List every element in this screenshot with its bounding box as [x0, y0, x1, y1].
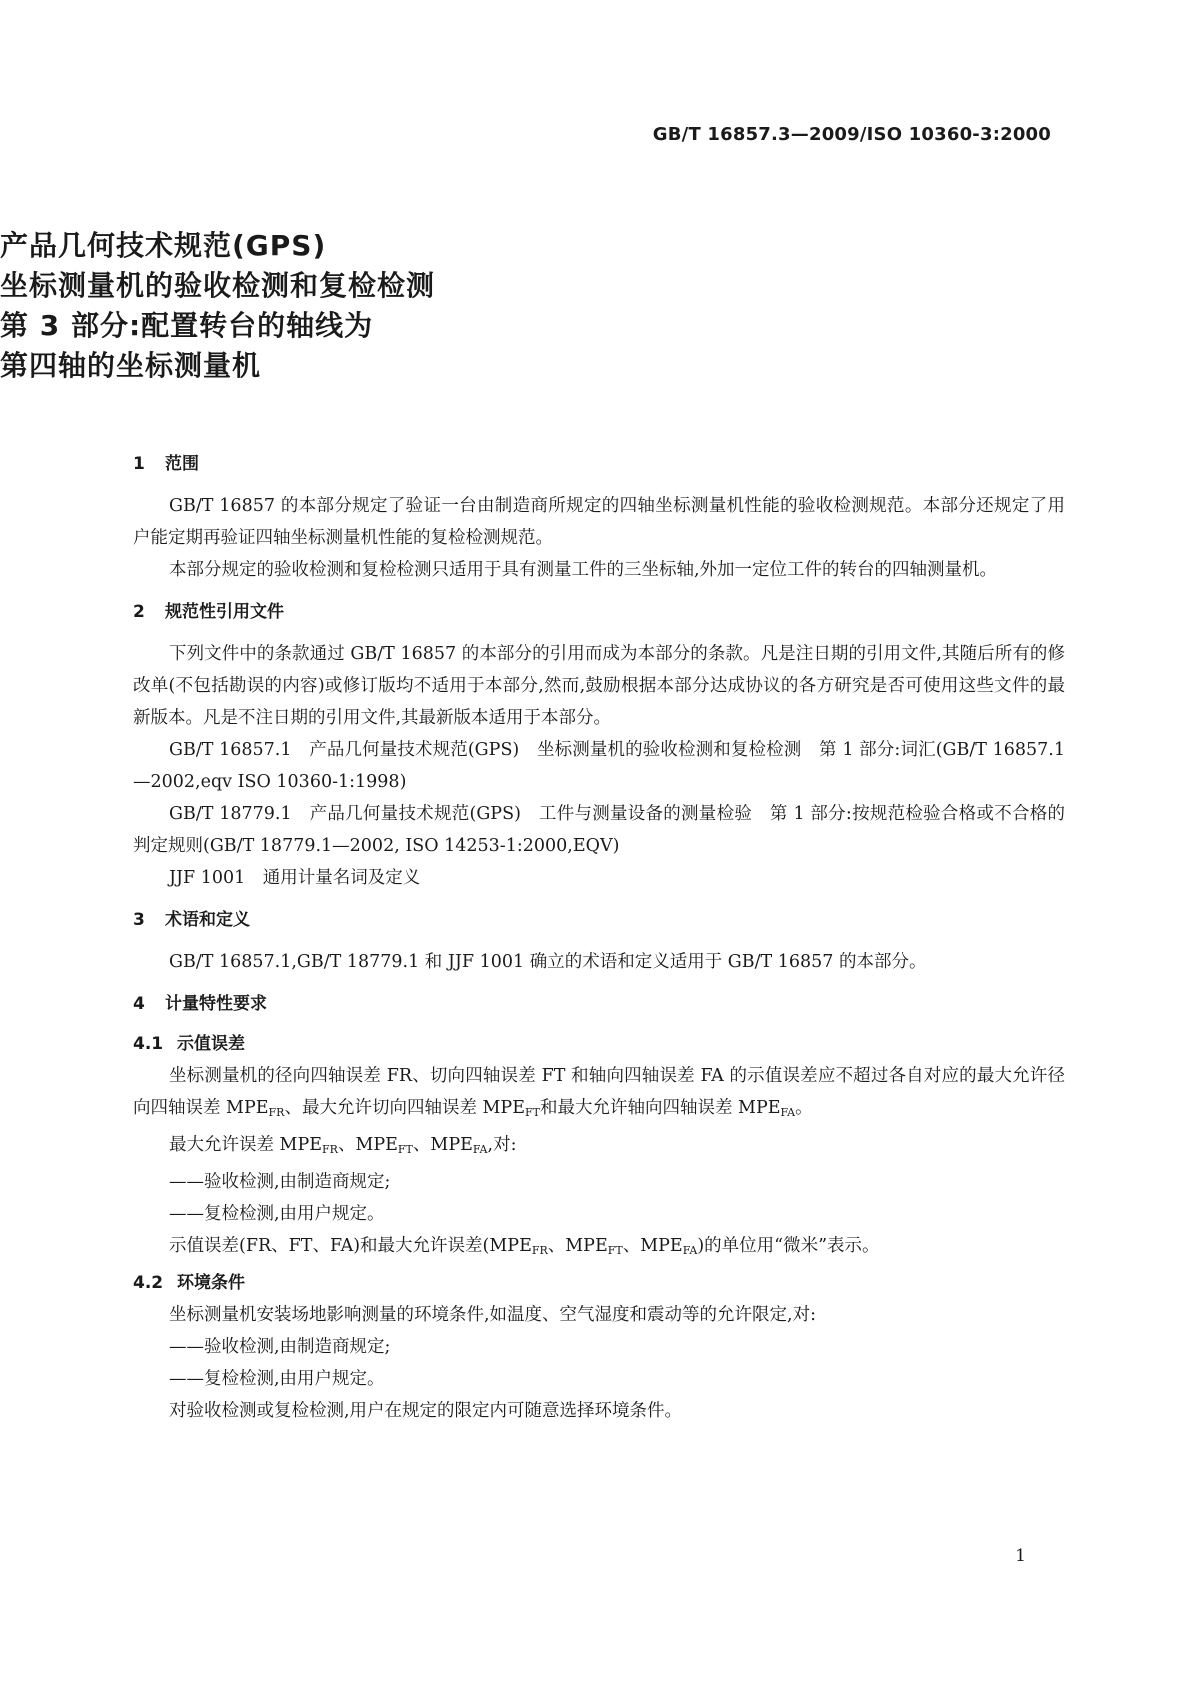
- section-number: 4: [133, 994, 145, 1014]
- section-number: 3: [133, 910, 145, 930]
- paragraph: 最大允许误差 $MPE_{FR}$、$MPE_{FT}$、$MPE_{FA}$,对:: [169, 1135, 517, 1156]
- standard-code: GB/T 16857.3—2009/ISO 10360-3:2000: [652, 124, 1051, 145]
- section-heading-terms: [133, 904, 1065, 936]
- title-line-3: 第 3 部分:配置转台的轴线为: [0, 309, 374, 342]
- document-title: [0, 226, 1191, 386]
- paragraph: 坐标测量机的径向四轴误差 FR、切向四轴误差 FT 和轴向四轴误差 FA 的示值误差应不超过各自对应的最大允许径向四轴误差 $MPE_{FR}$、最大允许切向四轴误差 $MPE_{FT}$和最大允许轴向四轴误差 $MPE_{FA}$。: [133, 1066, 1065, 1119]
- subsection-heading-environmental-conditions: [133, 1267, 1065, 1299]
- document-body: [133, 448, 1065, 1427]
- list-item: ——验收检测,由制造商规定;: [169, 1172, 391, 1192]
- page-number: 1: [1015, 1546, 1026, 1566]
- reference-item: GB/T 16857.1 产品几何量技术规范(GPS) 坐标测量机的验收检测和复检检测 第 1 部分:词汇(GB/T 16857.1—2002,eqv ISO 10360-1:1998): [133, 740, 1065, 792]
- list-item: ——复检检测,由用户规定。: [169, 1204, 385, 1224]
- section-title: 范围: [165, 454, 199, 474]
- section-heading-metrological-requirements: [133, 988, 1065, 1020]
- paragraph: GB/T 16857.1,GB/T 18779.1 和 JJF 1001 确立的术语和定义适用于 GB/T 16857 的本部分。: [169, 952, 927, 972]
- section-heading-scope: [133, 448, 1065, 480]
- subsection-number: 4.2: [133, 1273, 164, 1293]
- paragraph: GB/T 16857 的本部分规定了验证一台由制造商所规定的四轴坐标测量机性能的验收检测规范。本部分还规定了用户能定期再验证四轴坐标测量机性能的复检检测规范。: [133, 496, 1065, 548]
- reference-item: JJF 1001 通用计量名词及定义: [169, 868, 421, 888]
- section-number: 1: [133, 454, 145, 474]
- section-title: 术语和定义: [165, 910, 250, 930]
- subsection-heading-indication-error: [133, 1028, 1065, 1060]
- title-line-2: 坐标测量机的验收检测和复检检测: [0, 269, 436, 302]
- list-item: ——验收检测,由制造商规定;: [169, 1337, 391, 1357]
- reference-item: GB/T 18779.1 产品几何量技术规范(GPS) 工件与测量设备的测量检验 第 1 部分:按规范检验合格或不合格的判定规则(GB/T 18779.1—2002, ISO 14253-1:2000,EQV): [133, 804, 1065, 856]
- paragraph: 本部分规定的验收检测和复检检测只适用于具有测量工件的三坐标轴,外加一定位工件的转台的四轴测量机。: [169, 560, 998, 580]
- subsection-title: 环境条件: [177, 1273, 245, 1293]
- section-title: 规范性引用文件: [165, 602, 284, 622]
- title-line-1: 产品几何技术规范(GPS): [0, 229, 327, 262]
- paragraph: 示值误差(FR、FT、FA)和最大允许误差($MPE_{FR}$、$MPE_{FT}$、$MPE_{FA}$)的单位用“微米”表示。: [169, 1236, 880, 1257]
- section-number: 2: [133, 602, 145, 622]
- list-item: ——复检检测,由用户规定。: [169, 1369, 385, 1389]
- title-line-4: 第四轴的坐标测量机: [0, 349, 262, 382]
- paragraph: 对验收检测或复检检测,用户在规定的限定内可随意选择环境条件。: [169, 1401, 683, 1421]
- paragraph: 坐标测量机安装场地影响测量的环境条件,如温度、空气湿度和震动等的允许限定,对:: [169, 1305, 817, 1325]
- section-heading-normative-references: [133, 596, 1065, 628]
- paragraph: 下列文件中的条款通过 GB/T 16857 的本部分的引用而成为本部分的条款。凡是注日期的引用文件,其随后所有的修改单(不包括勘误的内容)或修订版均不适用于本部分,然而,鼓励根据本部分达成协议的各方研究是否可使用这些文件的最新版本。凡是不注日期的引用文件,其最新版本适用于本部分。: [133, 644, 1065, 728]
- section-title: 计量特性要求: [165, 994, 267, 1014]
- subsection-title: 示值误差: [177, 1034, 245, 1054]
- subsection-number: 4.1: [133, 1034, 164, 1054]
